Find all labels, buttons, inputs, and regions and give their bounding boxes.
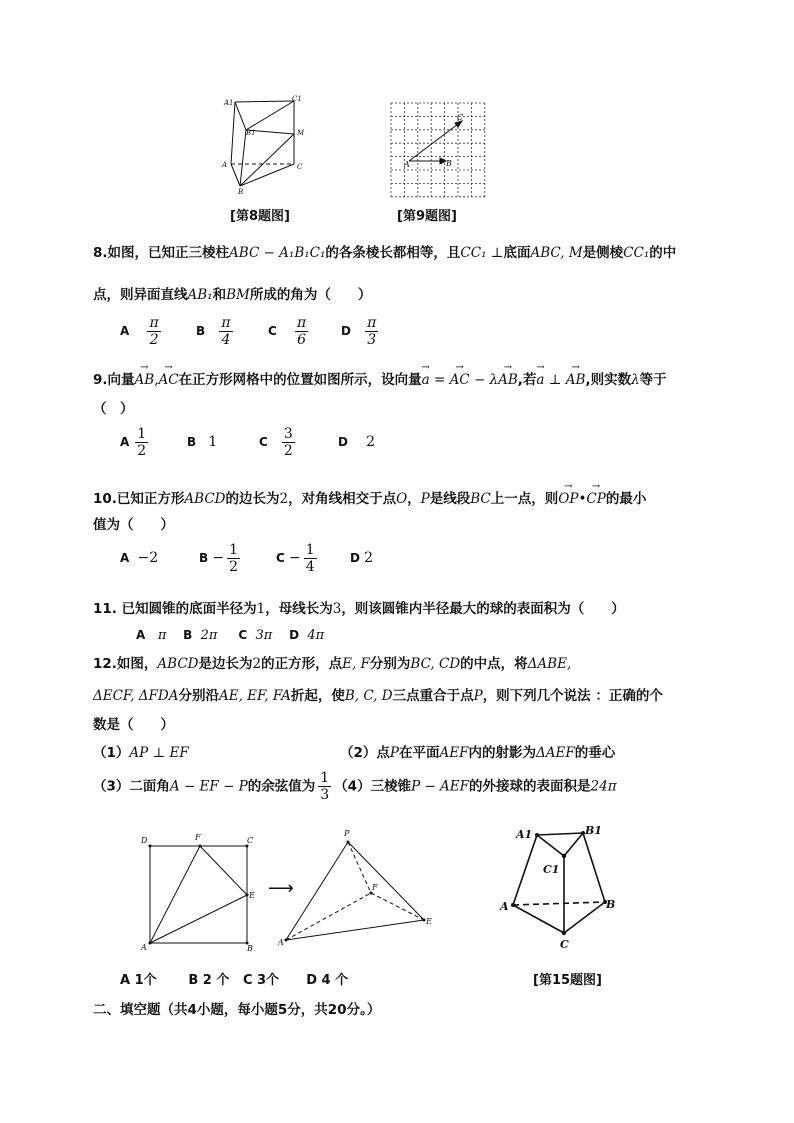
- square-label-d: D: [141, 836, 148, 845]
- q8-option-c: C $\frac{\pi}{6}$: [268, 315, 307, 348]
- figure-tetrahedron: [278, 826, 438, 948]
- figure-square: [138, 832, 263, 952]
- q10-option-b: B − $\frac{1}{2}$: [199, 542, 238, 575]
- q9-line-1: 9.向量→ AB,→ AC在正方形网格中的位置如图所示，设向量→ a = → AC − λ→ AB,若→ a ⊥ → AB,则实数λ等于: [93, 368, 667, 388]
- prism-label-a1: A1: [224, 99, 234, 107]
- q8-line-2: 点，则异面直线AB₁和BM所成的角为（ ）: [93, 287, 372, 303]
- figure-9-grid: [388, 100, 486, 200]
- q12-options: A 1个 B 2 个 C 3个 D 4 个: [120, 973, 349, 988]
- tetra-label-p: P: [344, 829, 350, 838]
- fig15-label-a1: A1: [516, 828, 533, 841]
- fig15-label-b: B: [606, 898, 616, 911]
- q9-option-a: A $\frac{1}{2}$: [120, 426, 147, 459]
- q11-options: A π B 2π C 3π D 4π: [136, 628, 325, 643]
- q10-line-2: 值为（ ）: [93, 517, 174, 533]
- q12-line-1: 12.如图，ABCD是边长为2的正方形，点E, F分别为BC, CD的中点，将ΔABE,: [93, 656, 572, 672]
- q8-option-b: B $\frac{\pi}{4}$: [196, 315, 231, 348]
- q8-line-1: 8.如图，已知正三棱柱ABC − A₁B₁C₁的各条棱长都相等，且CC₁ ⊥底面ABC, M是侧棱CC₁的中: [93, 245, 677, 261]
- prism-label-b: B: [238, 188, 244, 196]
- grid-label-c: C: [457, 113, 464, 122]
- q9-line-2: （ ）: [93, 401, 134, 417]
- section-2-title: 二、填空题（共4小题，每小题5分，共20分。）: [93, 1002, 381, 1018]
- fig15-label-a: A: [500, 900, 509, 913]
- q10-option-d: D 2: [350, 550, 374, 566]
- arrow-right-icon: ⟶: [268, 878, 294, 899]
- tetra-label-f: F: [372, 883, 378, 892]
- q10-option-a: A −2: [120, 550, 159, 566]
- q9-option-b: B 1: [187, 434, 218, 450]
- tetra-label-e: E: [426, 917, 432, 926]
- caption-figure-8: [第8题图]: [230, 209, 290, 224]
- q12-line-3: 数是（ ）: [93, 717, 174, 733]
- q9-option-c: C $\frac{3}{2}$: [259, 426, 293, 459]
- fig15-label-c: C: [560, 938, 569, 951]
- caption-figure-9: [第9题图]: [397, 209, 457, 224]
- q12-statement-3-4: （3）二面角A − EF − P的余弦值为 $\frac{1}{3}$ （4）三棱锥P − AEF的外接球的表面积是24π: [93, 770, 617, 803]
- q8-option-d: D $\frac{\pi}{3}$: [341, 315, 377, 348]
- fig15-label-c1: C1: [543, 863, 560, 876]
- square-label-b: B: [247, 944, 253, 952]
- figure-8-prism: [218, 92, 308, 197]
- q10-option-c: C − $\frac{1}{4}$: [276, 542, 315, 575]
- grid-label-a: A: [404, 160, 410, 169]
- square-label-e: E: [249, 891, 255, 900]
- grid-label-b: B: [446, 159, 452, 168]
- prism-label-m: M: [297, 129, 305, 137]
- fig15-label-b1: B1: [585, 824, 602, 837]
- prism-label-c1: C1: [292, 95, 302, 103]
- prism-label-c: C: [297, 163, 303, 171]
- figure-15: [496, 822, 626, 952]
- tetra-label-a: A: [278, 938, 284, 947]
- prism-label-a: A: [222, 161, 228, 169]
- q8-option-a: A $\frac{\pi}{2}$: [120, 315, 159, 348]
- q12-statement-2: （2）点P在平面AEF内的射影为ΔAEF的垂心: [340, 745, 616, 761]
- q10-line-1: 10.已知正方形ABCD的边长为2，对角线相交于点O，P是线段BC上一点，则→ OP•→ CP的最小: [93, 487, 646, 507]
- prism-label-b1: B1: [246, 129, 256, 137]
- square-label-f: F: [195, 833, 201, 842]
- q9-option-d: D 2: [338, 434, 376, 450]
- q12-line-2: ΔECF, ΔFDA分别沿AE, EF, FA折起，使B, C, D三点重合于点P，则下列几个说法 ：正确的个: [93, 688, 663, 704]
- q11-line: 11. 已知圆锥的底面半径为1，母线长为3，则该圆锥内半径最大的球的表面积为（ ）: [93, 601, 625, 617]
- caption-figure-15: [第15题图]: [533, 973, 602, 988]
- square-label-c: C: [247, 836, 254, 845]
- square-label-a: A: [141, 943, 147, 952]
- q12-statement-1: （1）AP ⊥ EF: [93, 745, 189, 761]
